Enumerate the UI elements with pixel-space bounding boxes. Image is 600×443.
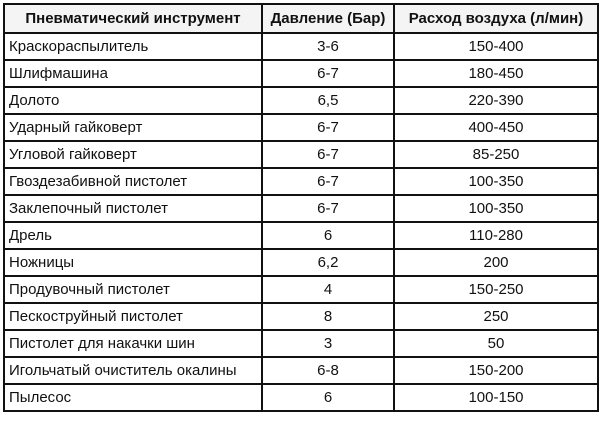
table-row: [4, 276, 598, 303]
air-consumption-cell: 180-450: [394, 60, 598, 87]
air-consumption-cell: 200: [394, 249, 598, 276]
header-pressure: Давление (Бар): [262, 4, 394, 33]
table-row: [4, 168, 598, 195]
table-row: [4, 195, 598, 222]
pressure-cell: 3: [262, 330, 394, 357]
pressure-cell: 6-7: [262, 168, 394, 195]
table-row: [4, 330, 598, 357]
table-row: [4, 33, 598, 60]
table-row: [4, 87, 598, 114]
pressure-cell: 6-8: [262, 357, 394, 384]
tool-name-cell: Ударный гайковерт: [4, 114, 262, 141]
air-consumption-cell: 100-150: [394, 384, 598, 411]
air-consumption-cell: 150-400: [394, 33, 598, 60]
air-consumption-cell: 220-390: [394, 87, 598, 114]
pressure-cell: 3-6: [262, 33, 394, 60]
air-consumption-cell: 250: [394, 303, 598, 330]
table-header-row: [4, 4, 598, 33]
air-consumption-cell: 110-280: [394, 222, 598, 249]
air-consumption-cell: 85-250: [394, 141, 598, 168]
table-row: [4, 114, 598, 141]
pneumatic-tools-table-container: [3, 3, 597, 440]
pressure-cell: 6,5: [262, 87, 394, 114]
tool-name-cell: Пистолет для накачки шин: [4, 330, 262, 357]
table-row: [4, 384, 598, 411]
table-row: [4, 249, 598, 276]
header-air-consumption: Расход воздуха (л/мин): [394, 4, 598, 33]
tool-name-cell: Долото: [4, 87, 262, 114]
tool-name-cell: Продувочный пистолет: [4, 276, 262, 303]
tool-name-cell: Угловой гайковерт: [4, 141, 262, 168]
pressure-cell: 6-7: [262, 60, 394, 87]
tool-name-cell: Краскораспылитель: [4, 33, 262, 60]
tool-name-cell: Пылесос: [4, 384, 262, 411]
air-consumption-cell: 50: [394, 330, 598, 357]
pressure-cell: 6-7: [262, 195, 394, 222]
pressure-cell: 6,2: [262, 249, 394, 276]
pressure-cell: 6: [262, 222, 394, 249]
pneumatic-tools-table: [3, 3, 599, 412]
tool-name-cell: Пескоструйный пистолет: [4, 303, 262, 330]
tool-name-cell: Ножницы: [4, 249, 262, 276]
tool-name-cell: Заклепочный пистолет: [4, 195, 262, 222]
air-consumption-cell: 400-450: [394, 114, 598, 141]
table-row: [4, 222, 598, 249]
air-consumption-cell: 150-250: [394, 276, 598, 303]
pressure-cell: 6-7: [262, 141, 394, 168]
air-consumption-cell: 100-350: [394, 168, 598, 195]
table-row: [4, 60, 598, 87]
table-row: [4, 357, 598, 384]
pressure-cell: 8: [262, 303, 394, 330]
tool-name-cell: Гвоздезабивной пистолет: [4, 168, 262, 195]
tool-name-cell: Дрель: [4, 222, 262, 249]
air-consumption-cell: 150-200: [394, 357, 598, 384]
table-row: [4, 303, 598, 330]
air-consumption-cell: 100-350: [394, 195, 598, 222]
pressure-cell: 6-7: [262, 114, 394, 141]
tool-name-cell: Шлифмашина: [4, 60, 262, 87]
tool-name-cell: Игольчатый очиститель окалины: [4, 357, 262, 384]
header-tool: Пневматический инструмент: [4, 4, 262, 33]
table-row: [4, 141, 598, 168]
pressure-cell: 4: [262, 276, 394, 303]
pressure-cell: 6: [262, 384, 394, 411]
